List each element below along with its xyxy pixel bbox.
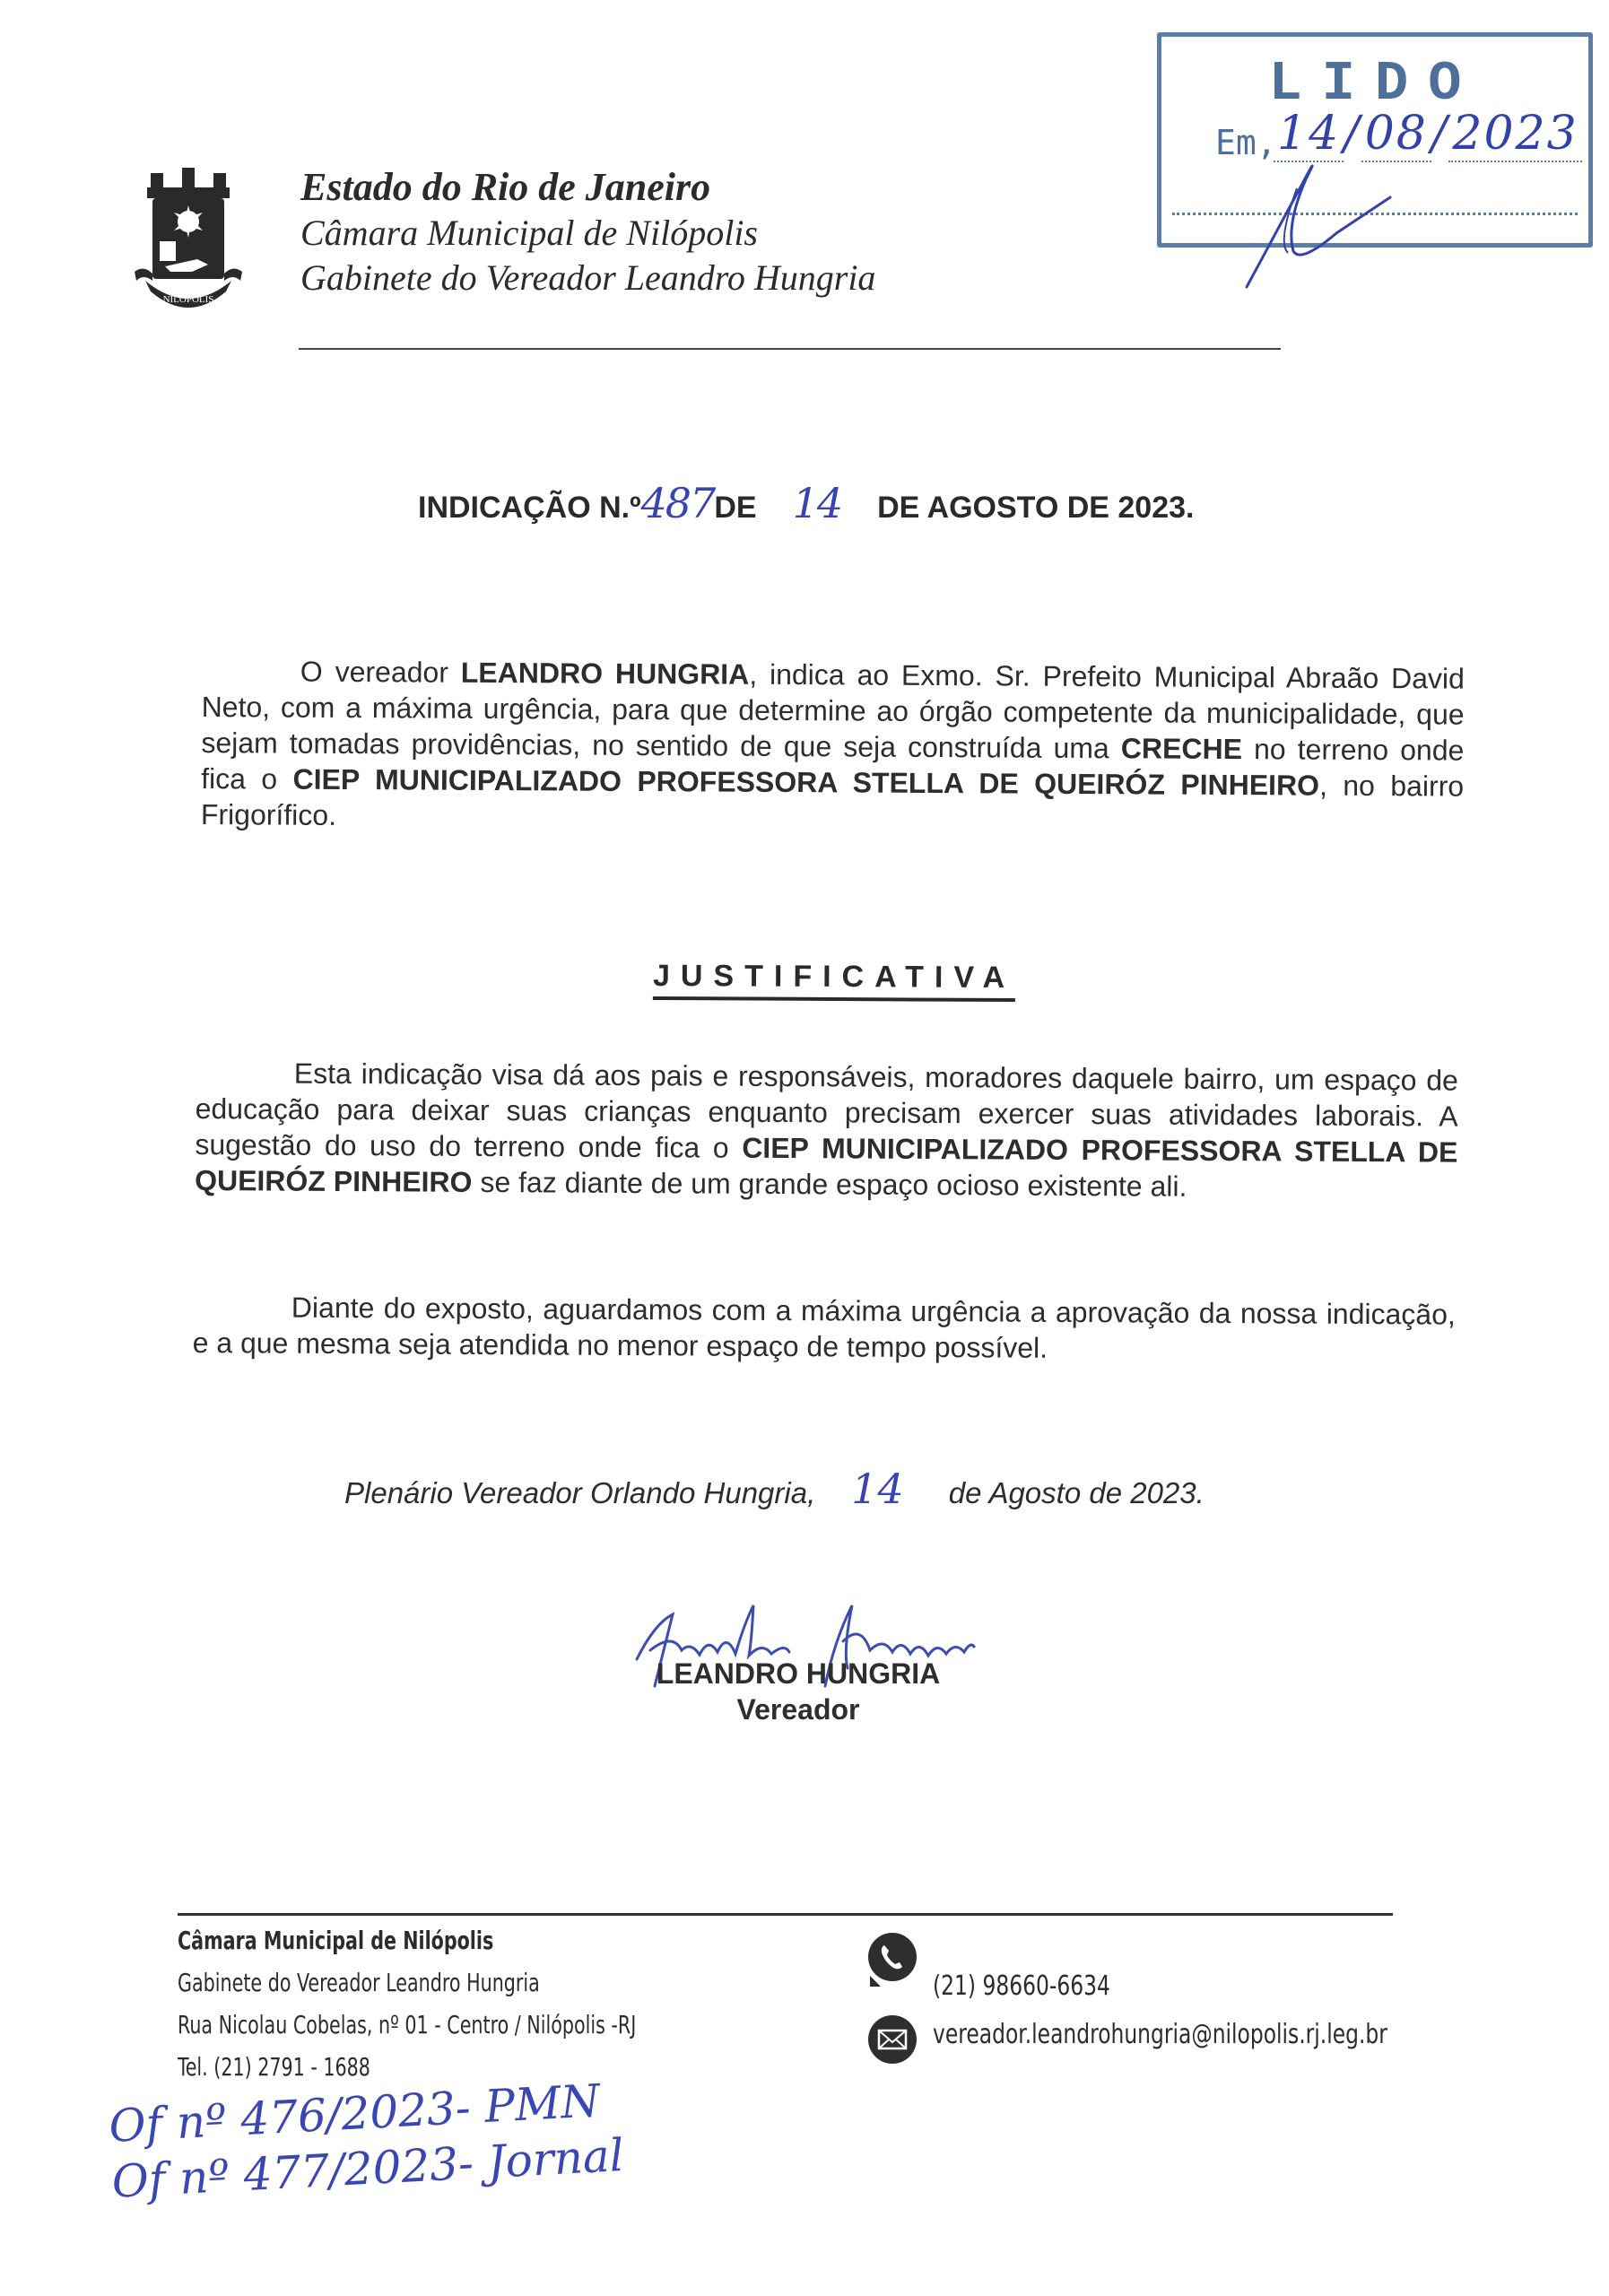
p1-bold-school: CIEP MUNICIPALIZADO PROFESSORA STELLA DE QUEIRÓZ PINHEIRO — [292, 762, 1320, 802]
municipal-crest-logo — [126, 166, 251, 318]
title-de: DE — [714, 491, 757, 525]
p2-bold-school: CIEP MUNICIPALIZADO PROFESSORA STELLA DE QUEIRÓZ PINHEIRO — [195, 1131, 1458, 1198]
p1-text-4: , no bairro Frigorífico. — [200, 769, 1465, 831]
signatory-role: Vereador — [736, 1693, 860, 1726]
title-day-handwritten: 14 — [792, 479, 842, 527]
letterhead-office: Gabinete do Vereador Leandro Hungria — [300, 257, 876, 298]
p1-text-2: , indica ao Exmo. Sr. Prefeito Municipal Abraão David Neto, com a máxima urgência, para que determine ao órgão competente da municipalidade, que sejam tomadas providências, no sentido de que seja construída uma — [201, 657, 1465, 765]
justification-heading: JUSTIFICATIVA — [653, 959, 1015, 1002]
footer-contact-block — [178, 1919, 636, 2088]
signatory-name: LEANDRO HUNGRIA — [656, 1657, 941, 1690]
footer-address: Rua Nicolau Cobelas, nº 01 - Centro / Nilópolis -RJ — [178, 2010, 637, 2039]
p1-text-3: no terreno onde fica o — [201, 733, 1465, 796]
footer-divider — [178, 1913, 1393, 1916]
whatsapp-icon — [868, 1933, 917, 1981]
note-line-2: Of nº 477/2023- Jornal — [110, 2129, 625, 2208]
place-suffix: de Agosto de 2023. — [948, 1476, 1205, 1509]
letterhead — [300, 164, 875, 300]
justification-paragraph — [195, 1055, 1458, 1206]
p2-text-2: se faz diante de um grande espaço ocioso existente ali. — [472, 1165, 1187, 1203]
p1-bold-councilor: LEANDRO HUNGRIA — [460, 656, 750, 691]
place-prefix: Plenário Vereador Orlando Hungria, — [344, 1476, 816, 1509]
place-date-line — [344, 1465, 1205, 1513]
letterhead-state: Estado do Rio de Janeiro — [300, 165, 711, 209]
stamp-day: 14 — [1274, 107, 1344, 162]
footer-whatsapp: (21) 98660-6634 — [933, 1970, 1110, 2002]
handwritten-office-note — [108, 2072, 625, 2210]
footer-org: Câmara Municipal de Nilópolis — [178, 1926, 494, 1955]
signatory-block — [628, 1656, 969, 1727]
title-suffix: DE AGOSTO DE 2023. — [877, 491, 1195, 525]
stamp-label: LIDO — [1268, 52, 1482, 116]
footer-email: vereador.leandrohungria@nilopolis.rj.leg.br — [933, 2019, 1387, 2050]
p2-text-1: Esta indicação visa dá aos pais e responsáveis, moradores daquele bairro, um espaço de educação para deixar suas crianças enquanto precisam exercer suas atividades laborais. A sugestão do uso do terreno onde fica o — [195, 1057, 1458, 1164]
stamp-em-label: Em, — [1215, 123, 1277, 162]
p1-bold-creche: CRECHE — [1120, 732, 1243, 766]
letterhead-chamber: Câmara Municipal de Nilópolis — [300, 213, 758, 253]
closing-paragraph: Diante do exposto, aguardamos com a máxima urgência a aprovação da nossa indicação, e a que mesma seja atendida no menor espaço de tempo possível. — [192, 1291, 1456, 1364]
document-title — [418, 479, 1194, 527]
indication-paragraph — [201, 653, 1465, 840]
stamp-month: 08 — [1361, 107, 1431, 162]
footer-office: Gabinete do Vereador Leandro Hungria — [178, 1968, 540, 1997]
title-number-handwritten: 487 — [640, 479, 715, 527]
email-icon — [868, 2015, 917, 2064]
crest-label: NILÓPOLIS — [162, 294, 214, 305]
title-prefix: INDICAÇÃO N.º — [418, 491, 641, 525]
stamp-initials-signature — [1211, 135, 1408, 296]
header-divider — [299, 348, 1281, 350]
p1-text-1: O vereador — [300, 655, 461, 689]
note-line-1: Of nº 476/2023- PMN — [108, 2074, 602, 2152]
footer-tel: Tel. (21) 2791 - 1688 — [178, 2052, 370, 2082]
stamp-year: 2023 — [1448, 107, 1581, 162]
stamp-date: 14/08/2023 — [1274, 107, 1582, 162]
place-day-handwritten: 14 — [851, 1465, 904, 1513]
